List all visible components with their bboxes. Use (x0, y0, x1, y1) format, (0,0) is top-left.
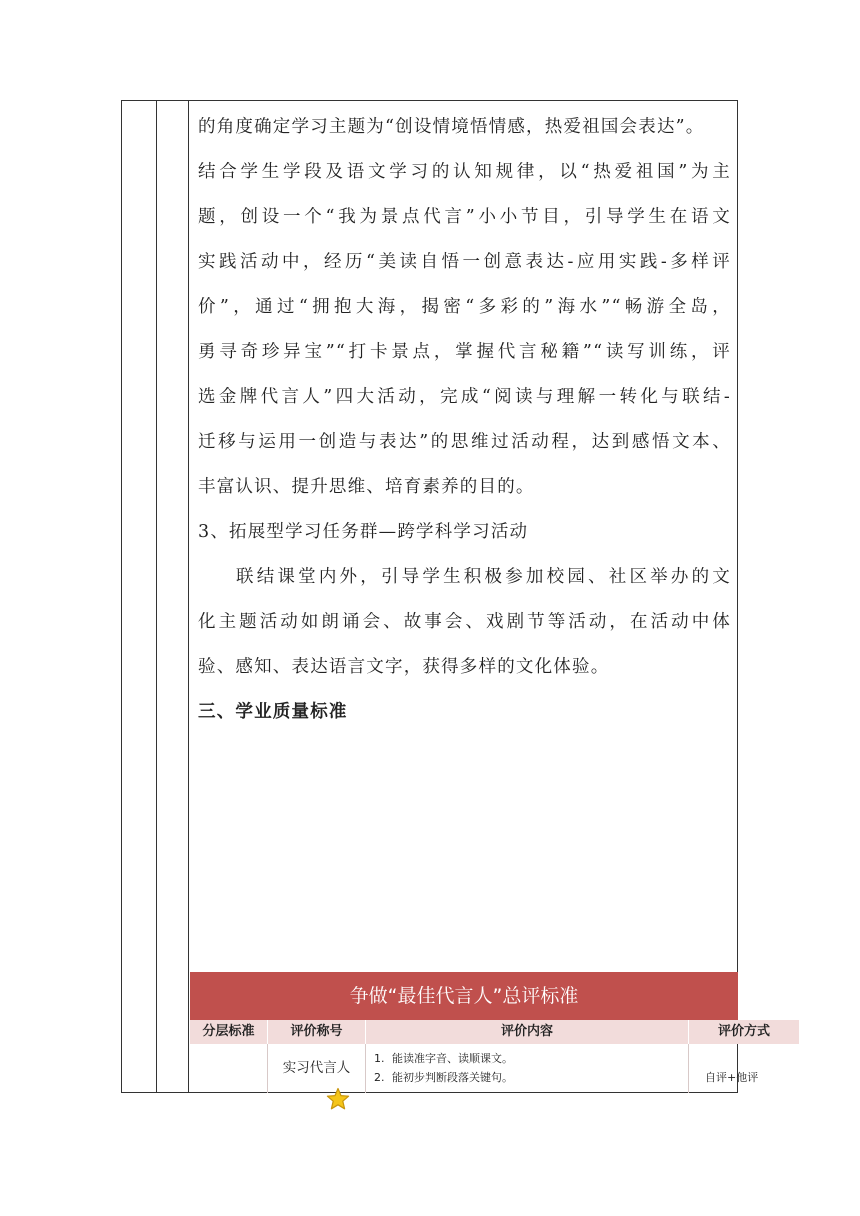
section-heading-3: 3、拓展型学习任务群—跨学科学习活动 (198, 522, 529, 542)
header-method: 评价方式 (689, 1020, 800, 1044)
star-icon (326, 1087, 350, 1111)
content-item (374, 1049, 688, 1068)
body-line: 验、感知、表达语言文字，获得多样的文化体验。 (198, 657, 610, 677)
row-level (190, 1044, 268, 1093)
body-line: 化主题活动如朗诵会、故事会、戏剧节等活动，在活动中体 (198, 612, 731, 632)
body-line: 勇寻奇珍异宝”“打卡景点，掌握代言秘籍”“读写训练，评 (198, 342, 731, 362)
item-text: 能初步判断段落关键句。 (392, 1071, 513, 1084)
header-level: 分层标准 (190, 1020, 268, 1044)
table-column-divider (156, 100, 157, 1093)
body-line: 丰富认识、提升思维、培育素养的目的。 (198, 477, 535, 497)
evaluation-table (190, 972, 770, 1093)
content-item (374, 1068, 688, 1087)
row-method: 自评+他评 (705, 1071, 759, 1084)
body-line: 迁移与运用一创造与表达”的思维过活动程，达到感悟文本、 (198, 432, 731, 452)
document-body (198, 105, 731, 735)
row-content (366, 1044, 689, 1093)
body-line: 题，创设一个“我为景点代言”小小节目，引导学生在语文 (198, 207, 731, 227)
body-line: 的角度确定学习主题为“创设情境悟情感，热爱祖国会表达”。 (198, 117, 705, 137)
body-line: 选金牌代言人”四大活动，完成“阅读与理解一转化与联结- (198, 387, 731, 407)
item-text: 能读准字音、读顺课文。 (392, 1052, 513, 1065)
header-title: 评价称号 (268, 1020, 366, 1044)
table-row (190, 1044, 830, 1093)
body-line: 实践活动中，经历“美读自悟一创意表达-应用实践-多样评 (198, 252, 731, 272)
evaluation-table-title: 争做“最佳代言人”总评标准 (190, 972, 738, 1020)
item-number: 2. (374, 1071, 385, 1084)
body-line: 结合学生学段及语文学习的认知规律，以“热爱祖国”为主 (198, 162, 731, 182)
header-content: 评价内容 (366, 1020, 689, 1044)
academic-quality-heading: 三、学业质量标准 (198, 702, 348, 722)
body-line: 价”，通过“拥抱大海，揭密“多彩的”海水”“畅游全岛， (198, 297, 731, 317)
table-column-divider (188, 100, 189, 1093)
item-number: 1. (374, 1052, 385, 1065)
row-title: 实习代言人 (268, 1044, 366, 1093)
evaluation-table-header (190, 1020, 830, 1044)
body-line: 联结课堂内外，引导学生积极参加校园、社区举办的文 (236, 567, 731, 587)
